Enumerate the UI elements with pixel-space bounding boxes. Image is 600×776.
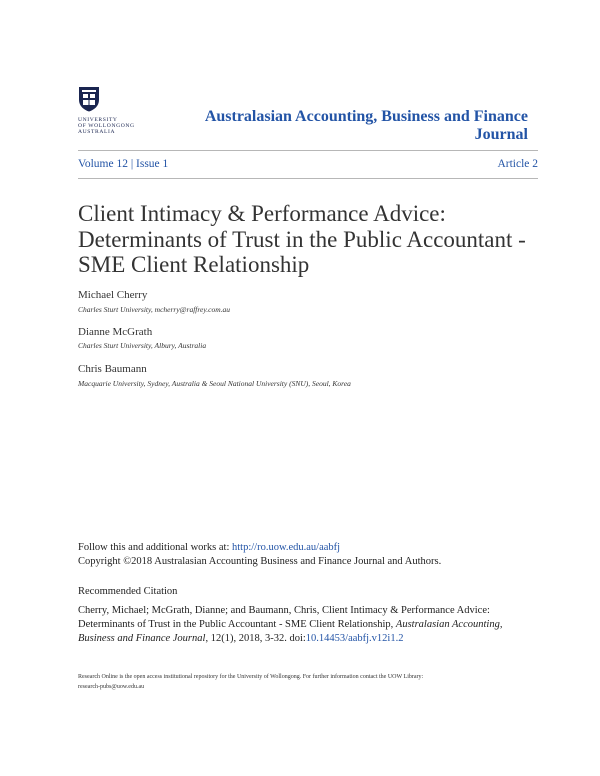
citation-text (78, 604, 538, 646)
author-name: Michael Cherry (78, 289, 148, 301)
header-divider-bottom (78, 178, 538, 179)
citation-details: , 12(1), 2018, 3-32. doi: (205, 633, 306, 644)
journal-title-line2[interactable]: Journal (474, 126, 528, 143)
volume-link[interactable]: Volume 12 (78, 158, 128, 170)
footer-email[interactable]: research-pubs@uow.edu.au (78, 684, 145, 690)
paper-title (78, 201, 538, 278)
paper-title-line1: Client Intimacy & Performance Advice: (78, 201, 446, 226)
university-logo (78, 86, 150, 135)
citation-line2-italic: Australasian Accounting, (395, 619, 503, 630)
paper-title-line2: Determinants of Trust in the Public Accountant - (78, 226, 526, 252)
volume-issue (78, 158, 168, 170)
volume-issue-separator: | (130, 158, 134, 170)
citation-journal-italic: Business and Finance Journal (78, 633, 206, 644)
header-divider-top (78, 150, 538, 151)
follow-line (78, 542, 340, 553)
article-number[interactable]: Article 2 (497, 158, 538, 170)
issue-link[interactable]: Issue 1 (136, 158, 169, 170)
citation-heading: Recommended Citation (78, 586, 178, 597)
logo-text-line2: OF WOLLONGONG (78, 123, 135, 129)
citation-line2-plain: Determinants of Trust in the Public Accountant - SME Client Relationship, (78, 619, 396, 630)
citation-line2 (78, 618, 538, 632)
copyright-notice: Copyright ©2018 Australasian Accounting Business and Finance Journal and Authors. (78, 556, 442, 567)
citation-line1: Cherry, Michael; McGrath, Dianne; and Baumann, Chris, Client Intimacy & Performance Advice: (78, 605, 490, 616)
footer-line1: Research Online is the open access institutional repository for the University of Wollongong. For further information contact the UOW Library: (78, 674, 424, 680)
doi-link[interactable]: 10.14453/aabfj.v12i1.2 (305, 633, 404, 644)
author-name: Chris Baumann (78, 363, 147, 375)
author-name: Dianne McGrath (78, 326, 153, 338)
university-crest-icon (78, 86, 100, 112)
citation-line3 (78, 632, 538, 646)
repository-footer (78, 672, 528, 692)
author-affiliation: Macquarie University, Sydney, Australia & Seoul National University (SNU), Seoul, Korea (78, 379, 351, 388)
author-affiliation: Charles Sturt University, mcherry@raffrey.com.au (78, 305, 231, 314)
paper-title-line3: SME Client Relationship (78, 252, 310, 277)
logo-text-line1: UNIVERSITY (78, 117, 118, 123)
logo-text-line3: AUSTRALIA (78, 129, 116, 135)
follow-prefix: Follow this and additional works at: (78, 542, 232, 553)
follow-link[interactable]: http://ro.uow.edu.au/aabfj (232, 542, 341, 553)
journal-title[interactable] (188, 108, 528, 144)
author-affiliation: Charles Sturt University, Albury, Australia (78, 341, 207, 350)
journal-title-line1[interactable]: Australasian Accounting, Business and Finance (204, 108, 528, 125)
